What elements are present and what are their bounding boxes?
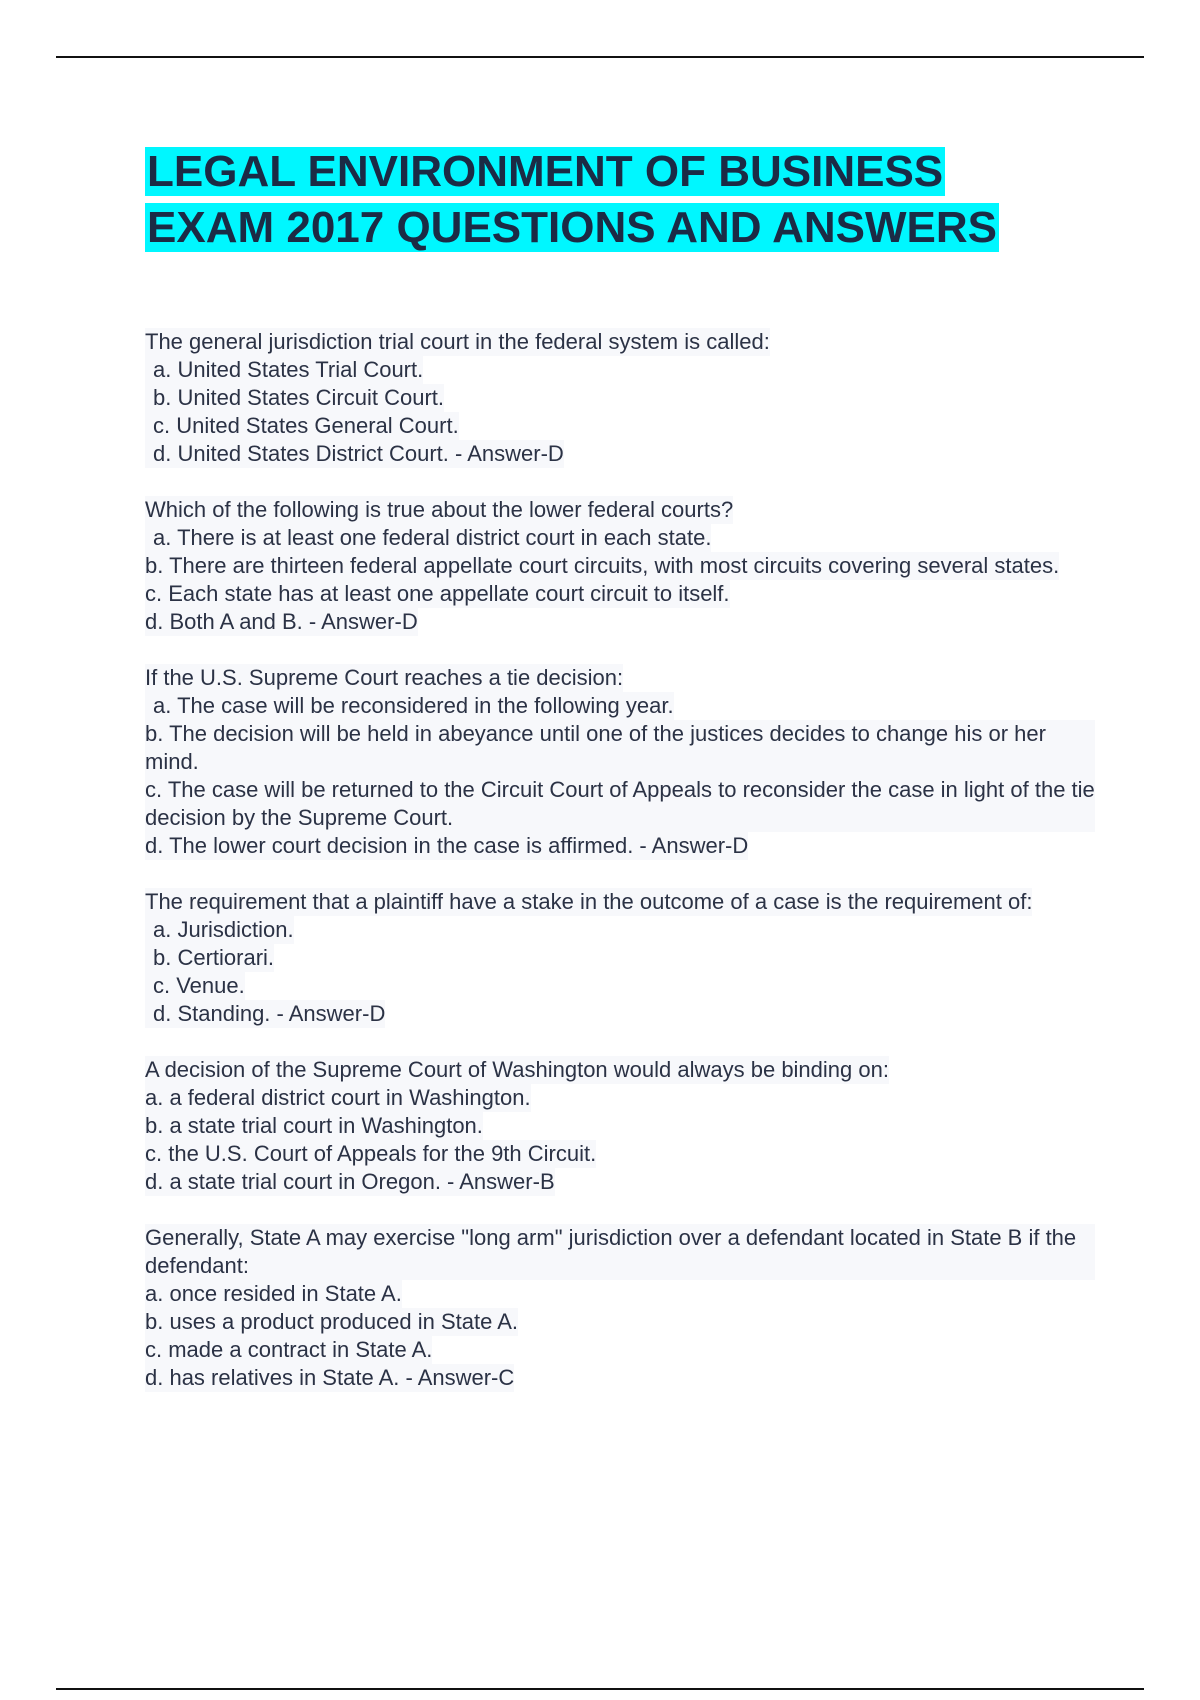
answer-option-d: d. The lower court decision in the case is affirmed. - Answer-D [145, 833, 749, 858]
answer-option-d: d. Both A and B. - Answer-D [145, 609, 418, 634]
answer-option-d: d. United States District Court. - Answer-D [145, 440, 564, 468]
answer-option-b: b. uses a product produced in State A. [145, 1309, 519, 1334]
answer-option-c: c. The case will be returned to the Circuit Court of Appeals to reconsider the case in light of the tie decision by the Supreme Court. [145, 777, 1095, 830]
question-6 [145, 1224, 1095, 1392]
question-2 [145, 496, 1095, 636]
question-list [145, 328, 1095, 1420]
answer-option-c: c. the U.S. Court of Appeals for the 9th Circuit. [145, 1141, 597, 1166]
answer-option-d: d. a state trial court in Oregon. - Answer-B [145, 1169, 555, 1194]
answer-option-a: a. Jurisdiction. [145, 916, 294, 944]
question-stem: A decision of the Supreme Court of Washington would always be binding on: [145, 1057, 889, 1082]
answer-option-a: a. United States Trial Court. [145, 356, 423, 384]
question-3 [145, 664, 1095, 860]
answer-option-b: b. United States Circuit Court. [145, 384, 444, 412]
answer-option-a: a. once resided in State A. [145, 1281, 402, 1306]
answer-option-c: c. made a contract in State A. [145, 1337, 433, 1362]
answer-option-d: d. has relatives in State A. - Answer-C [145, 1365, 515, 1390]
answer-option-d: d. Standing. - Answer-D [145, 1000, 385, 1028]
question-stem: Which of the following is true about the lower federal courts? [145, 497, 734, 522]
question-stem: Generally, State A may exercise "long arm" jurisdiction over a defendant located in State B if the defendant: [145, 1224, 1095, 1280]
document-title [145, 144, 1145, 256]
title-line-2: EXAM 2017 QUESTIONS AND ANSWERS [147, 203, 998, 252]
title-line-1: LEGAL ENVIRONMENT OF BUSINESS [147, 147, 944, 196]
answer-option-b: b. There are thirteen federal appellate court circuits, with most circuits covering several states. [145, 553, 1060, 578]
question-stem: The requirement that a plaintiff have a stake in the outcome of a case is the requirement of: [145, 889, 1033, 914]
question-stem: If the U.S. Supreme Court reaches a tie decision: [145, 665, 624, 690]
answer-option-b: b. Certiorari. [145, 944, 274, 972]
answer-option-b: b. The decision will be held in abeyance until one of the justices decides to change his or her mind. [145, 720, 1095, 776]
answer-option-a: a. a federal district court in Washington. [145, 1085, 531, 1110]
answer-option-c: c. United States General Court. [145, 412, 459, 440]
top-rule [56, 56, 1144, 58]
answer-option-a: a. There is at least one federal district court in each state. [145, 524, 711, 552]
answer-option-b: b. a state trial court in Washington. [145, 1113, 483, 1138]
answer-option-a: a. The case will be reconsidered in the following year. [145, 692, 674, 720]
question-4 [145, 888, 1095, 1028]
question-5 [145, 1056, 1095, 1196]
bottom-rule [56, 1688, 1144, 1690]
answer-option-c: c. Venue. [145, 972, 245, 1000]
question-1 [145, 328, 1095, 468]
question-stem: The general jurisdiction trial court in the federal system is called: [145, 329, 770, 354]
answer-option-c: c. Each state has at least one appellate court circuit to itself. [145, 581, 730, 606]
